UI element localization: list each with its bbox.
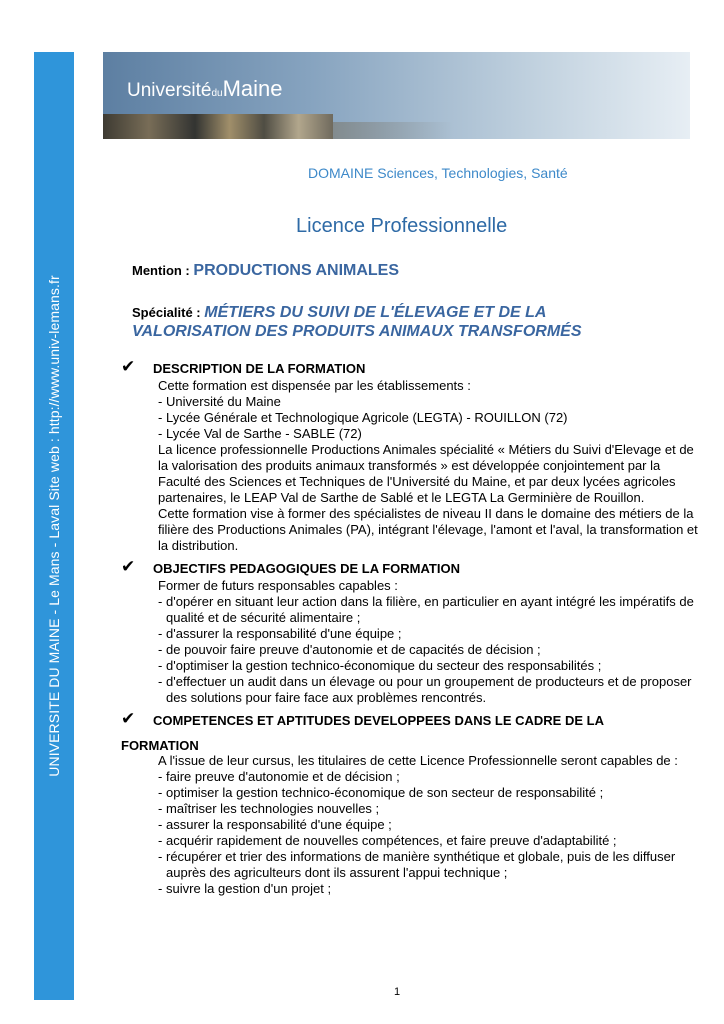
section-body-competences <box>158 753 698 897</box>
list-item: - faire preuve d'autonomie et de décision ; <box>158 769 698 785</box>
list-item: - d'optimiser la gestion technico-économique du secteur des responsabilités ; <box>158 658 698 674</box>
university-logo <box>127 76 283 102</box>
section-heading-competences-cont: FORMATION <box>121 738 199 753</box>
university-banner <box>103 52 690 139</box>
mention-label: Mention : <box>132 263 194 278</box>
specialite-label: Spécialité : <box>132 305 205 320</box>
section-heading-objectifs: OBJECTIFS PEDAGOGIQUES DE LA FORMATION <box>153 561 460 576</box>
banner-photo-fade <box>333 122 453 139</box>
list-item: - assurer la responsabilité d'une équipe ; <box>158 817 698 833</box>
domaine-line: DOMAINE Sciences, Technologies, Santé <box>308 165 568 181</box>
page-number: 1 <box>394 986 401 998</box>
competences-list <box>158 769 698 897</box>
specialite-line <box>132 303 642 341</box>
checkmark-icon: ✔ <box>121 357 136 376</box>
list-item: - suivre la gestion d'un projet ; <box>158 881 698 897</box>
list-item: - acquérir rapidement de nouvelles compétences, et faire preuve d'adaptabilité ; <box>158 833 698 849</box>
list-item: - de pouvoir faire preuve d'autonomie et de capacités de décision ; <box>158 642 698 658</box>
specialite-value: MÉTIERS DU SUIVI DE L'ÉLEVAGE ET DE LA VALORISATION DES PRODUITS ANIMAUX TRANSFORMÉS <box>132 304 582 340</box>
body-paragraph: Cette formation vise à former des spécialistes de niveau II dans le domaine des métiers de la filière des Productions Animales (PA), intégrant l'élevage, l'amont et l'aval, la transformation et la distribution. <box>158 506 698 553</box>
section-heading-competences: COMPETENCES ET APTITUDES DEVELOPPEES DANS LE CADRE DE LA <box>153 713 604 728</box>
page-title: Licence Professionnelle <box>296 215 508 237</box>
logo-prefix: Université <box>127 80 212 101</box>
list-item: - Lycée Générale et Technologique Agricole (LEGTA) - ROUILLON (72) <box>158 410 698 426</box>
list-item: - récupérer et trier des informations de manière synthétique et globale, puis de les diffuser auprès des agriculteurs dont ils assurent l'appui technique ; <box>158 849 698 881</box>
section-intro: Cette formation est dispensée par les établissements : <box>158 378 471 393</box>
logo-name: Maine <box>222 76 283 101</box>
list-item: - optimiser la gestion technico-économique de son secteur de responsabilité ; <box>158 785 698 801</box>
section-body-objectifs <box>158 578 698 706</box>
list-item: - Université du Maine <box>158 394 698 410</box>
section-intro: Former de futurs responsables capables : <box>158 578 398 593</box>
section-heading-description: DESCRIPTION DE LA FORMATION <box>153 361 366 376</box>
sidebar-text: UNIVERSITE DU MAINE - Le Mans - Laval Site web : http://www.univ-lemans.fr <box>46 275 62 777</box>
body-paragraph: La licence professionnelle Productions Animales spécialité « Métiers du Suivi d'Elevage et de la valorisation des produits animaux transformés » est développée conjointement par la Faculté des Sciences et Techniques de l'Université du Maine, et par deux lycées agricoles partenaires, le LEAP Val de Sarthe de Sablé et le LEGTA La Germinière de Rouillon. <box>158 442 694 505</box>
mention-value: PRODUCTIONS ANIMALES <box>193 262 400 279</box>
list-item: - maîtriser les technologies nouvelles ; <box>158 801 698 817</box>
checkmark-icon: ✔ <box>121 557 136 576</box>
list-item: - d'effectuer un audit dans un élevage ou pour un groupement de producteurs et de proposer des solutions pour faire face aux problèmes rencontrés. <box>158 674 698 706</box>
banner-photo <box>103 114 333 139</box>
mention-line <box>132 262 399 280</box>
section-intro: A l'issue de leur cursus, les titulaires de cette Licence Professionnelle seront capables de : <box>158 753 678 768</box>
list-item: - Lycée Val de Sarthe - SABLE (72) <box>158 426 698 442</box>
checkmark-icon: ✔ <box>121 709 136 728</box>
objectives-list <box>158 594 698 706</box>
list-item: - d'opérer en situant leur action dans la filière, en particulier en ayant intégré les impératifs de qualité et de sécurité alimentaire ; <box>158 594 698 626</box>
section-body-description <box>158 378 698 554</box>
logo-du: du <box>211 88 223 99</box>
list-item: - d'assurer la responsabilité d'une équipe ; <box>158 626 698 642</box>
establishment-list <box>158 394 698 442</box>
